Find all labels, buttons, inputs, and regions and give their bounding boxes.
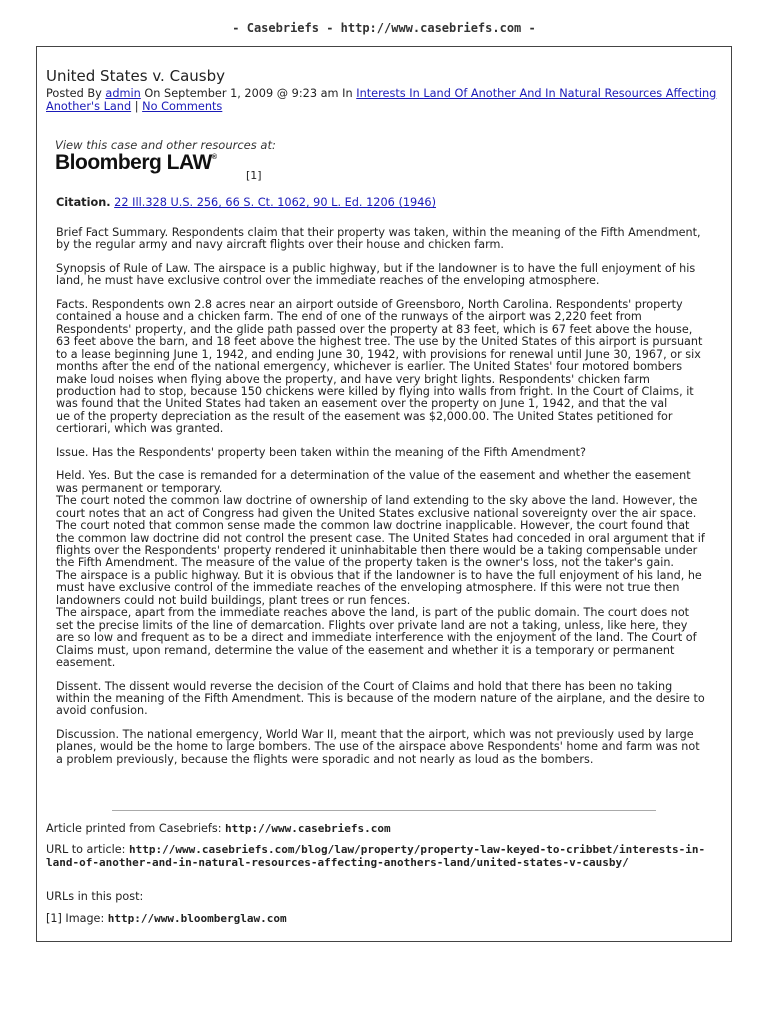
article-title: United States v. Causby [46, 67, 225, 85]
held-4: The airspace, apart from the immediate reaches above the land, is part of the public domain. The court does not set the precise limits of the line of demarcation. Flights over private land are not a taking, unless, like here, they are so low and frequent as to be a direct and immediate interference with the enjoyment of the land. The Court of Claims must, upon remand, determine the value of the easement and whether it is a temporary or permanent easement. [56, 606, 697, 670]
meta-separator: | [134, 100, 139, 113]
author-link[interactable]: admin [105, 87, 141, 100]
printed-from [46, 822, 726, 835]
issue: Issue. Has the Respondents' property been taken within the meaning of the Fifth Amendment? [56, 445, 586, 459]
divider [112, 810, 656, 811]
fact-summary: Brief Fact Summary. Respondents claim that their property was taken, within the meaning of the Fifth Amendment, by the regular army and navy aircraft flights over their house and chicken farm. [56, 226, 701, 252]
image-url-line [46, 912, 726, 925]
printed-url: http://www.casebriefs.com [225, 822, 391, 835]
facts-part-1: Facts. Respondents own 2.8 acres near an airport outside of Greensboro, North Carolina. Respondents' property contained a house and a chicken farm. The end of one of the runways of the airport was 2,220 feet from Respondents' property, and the glide path passed over the property at 83 feet, which is 67 feet above the house, 63 feet above the barn, and 18 feet above the highest tree. The use by the United States of this airport is pursuant to a lease beginning June 1, 1942, and ending June 30, 1942, with provisions for renewal until June 30, 1967, or six months after the end of the national emergency, whichever is earlier. The United States' four motored bombers make loud noises when flying above the property, and have very bright lights. Respondents' chicken farm production had to stop, because 150 chickens were killed by flying into walls from fright. In the Court of Claims, it was found that the United States had taken an easement over the property on June 1, 1942, and that the val [56, 297, 703, 411]
holding [56, 470, 708, 669]
printed-label: Article printed from Casebriefs: [46, 822, 222, 835]
logo-footnote: [1] [246, 169, 262, 182]
page-header: - Casebriefs - http://www.casebriefs.com - [232, 21, 536, 35]
citation-link[interactable]: 22 Ill.328 U.S. 256, 66 S. Ct. 1062, 90 L. Ed. 1206 (1946) [114, 196, 437, 209]
held-3: The airspace is a public highway. But it is obvious that if the landowner is to have the full enjoyment of his land, he must have exclusive control of the immediate reaches of the enveloping atmosphere. If this were not true then landowners could not build buildings, plant trees or run fences. [56, 568, 702, 607]
facts-part-2: ue of the property depreciation as the result of the easement was $2,000.00. The United States petitioned for certiorari, which was granted. [56, 409, 673, 436]
resource-text: View this case and other resources at: [55, 138, 276, 152]
image-label: [1] Image: [46, 912, 105, 925]
citation-label: Citation. [56, 196, 111, 209]
facts [56, 299, 708, 436]
image-url: http://www.bloomberglaw.com [107, 912, 287, 925]
dissent: Dissent. The dissent would reverse the decision of the Court of Claims and hold that there has been no taking within the meaning of the Fifth Amendment. This is because of the modern nature of the airplane, and the desire to avoid confusion. [56, 679, 705, 718]
held-1: Held. Yes. But the case is remanded for a determination of the value of the easement and whether the easement was permanent or temporary. [56, 469, 691, 495]
article-url [46, 843, 726, 869]
post-date: On September 1, 2009 @ 9:23 am In [144, 87, 353, 100]
logo-text: Bloomberg LAW [55, 151, 212, 174]
discussion: Discussion. The national emergency, World War II, meant that the airport, which was not previously used by large planes, would be the home to large bombers. The use of the airspace above Respondents' home and farm was not a problem previously, because the flights were sporadic and not nearly as loud as the bombers. [56, 727, 700, 766]
url-value: http://www.casebriefs.com/blog/law/property/property-law-keyed-to-cribbet/interests-in-land-of-another-and-in-natural-resources-affecting-anothers-land/united-states-v-causby/ [46, 843, 706, 869]
url-label: URL to article: [46, 843, 126, 856]
posted-by-label: Posted By [46, 87, 102, 100]
held-2: The court noted the common law doctrine of ownership of land extending to the sky above the land. However, the court notes that an act of Congress had given the United States exclusive national sovereignty over the air space. The court noted that common sense made the common law doctrine inapplicable. However, the court found that the common law doctrine did not control the present case. The United States had conceded in oral argument that if flights over the Respondents' property rendered it uninhabitable then there would be a taking compensable under the Fifth Amendment. The measure of the value of the property taken is the owner's loss, not the taker's gain. [56, 494, 705, 570]
category-link[interactable]: Interests In Land Of Another And In Natural Resources Affecting Another's Land [46, 87, 717, 113]
bloomberg-law-logo[interactable] [55, 151, 217, 175]
urls-in-post-label: URLs in this post: [46, 890, 144, 903]
rule-synopsis: Synopsis of Rule of Law. The airspace is a public highway, but if the landowner is to have the full enjoyment of his land, he must have exclusive control over the immediate reaches of the enveloping atmosphere. [56, 261, 696, 288]
registered-mark-icon: ® [211, 154, 217, 161]
article-frame [36, 46, 732, 942]
post-meta [46, 87, 724, 113]
comments-link[interactable]: No Comments [142, 100, 223, 113]
article-body [56, 227, 708, 777]
citation [56, 196, 436, 209]
